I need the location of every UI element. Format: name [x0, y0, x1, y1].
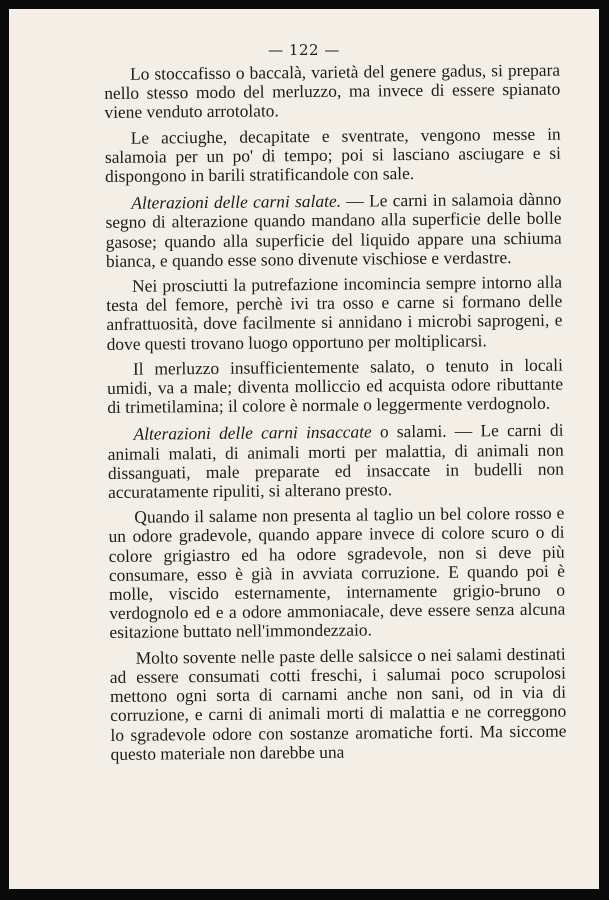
paragraph-salsicce	[110, 644, 567, 764]
paragraph-heading: Alterazioni delle carni insaccate	[133, 421, 372, 445]
paragraph-text: Nei prosciutti la putrefazione incomincia sempre intorno alla testa del femore, perchè ivi tra osso e carne si formano delle anfrattuosità, dove facilmente si annidano i microbi saprogeni, e dove questi trovano luogo opportuno per moltiplicarsi.	[106, 271, 563, 354]
paragraph-carni-salate	[105, 190, 562, 271]
paragraph-text: Quando il salame non presenta al taglio un bel colore rosso e un odore gradevole, quando appare invece di colore scuro o di colore grigiastro ed ha odore sgradevole, non si deve più consumare, esso è già in avviata corruzione. E quando poi è molle, viscido esternamente, internamente grigio-bruno o verdognolo ed e a odore ammoniacale, deve essere senza alcuna esitazione buttato nell'immondezzaio.	[108, 502, 566, 643]
paragraph-merluzzo	[107, 355, 564, 417]
page-body	[104, 61, 567, 770]
paragraph-heading: Alterazioni delle carni salate.	[131, 190, 342, 213]
page-number: — 122 —	[268, 41, 340, 59]
paragraph-text: Le acciughe, decapitate e sventrate, vengono messe in salamoia per un po' di tempo; poi si lasciano asciugare e si dispongono in barili stratificandole con sale.	[104, 123, 561, 187]
paragraph-text: Lo stoccafisso o baccalà, varietà del genere gadus, si prepara nello stesso modo del merluzzo, ma invece di essere spianato viene venduto arrotolato.	[104, 59, 561, 123]
paragraph-carni-insaccate	[107, 421, 564, 502]
paragraph-prosciutti	[106, 273, 563, 354]
book-page	[9, 9, 599, 889]
paragraph-text: Il merluzzo insufficientemente salato, o tenuto in locali umidi, va a male; diventa molliccio ed acquista odore ributtante di trimetilamina; il colore è normale o leggermente verdognolo.	[107, 354, 564, 418]
paragraph-text: — Le carni in salamoia dànno segno di alterazione quando mandano alla superficie delle bolle gasose; quando alla superficie del liquido appare una schiuma bianca, e quando esse sono divenute vischiose e verdastre.	[105, 188, 562, 271]
paragraph-stoccafisso	[104, 61, 561, 123]
paragraph-acciughe	[105, 124, 562, 186]
paragraph-salame	[108, 504, 565, 643]
paragraph-text: Molto sovente nelle paste delle salsicce o nei salami destinati ad essere consumati cotti freschi, i salumai poco scrupolosi mettono ogni sorta di carnami anche non sani, od in via di corruzione, e carni di animali morti di malattia e ne correggono lo sgradevole odore con sostanze aromatiche forti. Ma siccome questo materiale non darebbe una	[109, 643, 567, 764]
paragraph-text: o salami. — Le carni di animali malati, di animali morti per malattia, di animali non dissanguati, male preparate ed insaccate in budelli non accuratamente ripuliti, si alterano presto.	[107, 420, 564, 503]
